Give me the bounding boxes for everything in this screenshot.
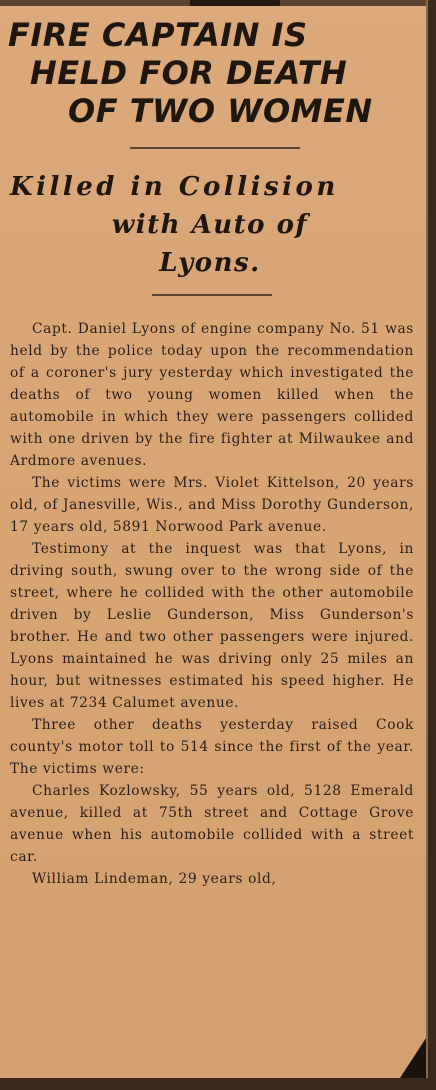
subheadline-divider [152,294,272,296]
headline-line-3: OF TWO WOMEN [68,92,373,130]
article-paragraph: Capt. Daniel Lyons of engine company No. 51 was held by the police today upon the recommendation of a coroner's jury yesterday which investigated the deaths of two young women killed when the automobile in which they were passengers collided with one driven by the fire fighter at Milwaukee and Ardmore avenues. [10,321,414,469]
subheadline [0,168,420,282]
torn-corner [400,1038,426,1078]
article-paragraph-cut: William Lindeman, 29 years old, [32,871,277,887]
article-body [10,318,414,890]
subheadline-line-1: Killed in Collision [10,172,339,202]
subheadline-line-3: Lyons. [159,248,261,278]
top-border-rule [0,0,426,6]
headline-divider [130,147,300,149]
subheadline-line-2: with Auto of [111,210,309,240]
headline-line-1: FIRE CAPTAIN IS [8,16,308,54]
article-paragraph: Charles Kozlowsky, 55 years old, 5128 Emerald avenue, killed at 75th street and Cottage Grove avenue when his automobile collided with a street car. [10,783,414,865]
headline-line-2: HELD FOR DEATH [30,54,348,92]
headline [0,16,420,130]
article-paragraph: The victims were Mrs. Violet Kittelson, 20 years old, of Janesville, Wis., and Miss Dorothy Gunderson, 17 years old, 5891 Norwood Park avenue. [10,475,414,535]
article-paragraph: Three other deaths yesterday raised Cook county's motor toll to 514 since the first of the year. The victims were: [10,717,414,777]
article-paragraph: Testimony at the inquest was that Lyons, in driving south, swung over to the wrong side of the street, where he collided with the other automobile driven by Leslie Gunderson, Miss Gunderson's brother. He and two other passengers were injured. Lyons maintained he was driving only 25 miles an hour, but witnesses estimated his speed higher. He lives at 7234 Calumet avenue. [10,541,414,711]
top-border-notch [190,0,280,6]
